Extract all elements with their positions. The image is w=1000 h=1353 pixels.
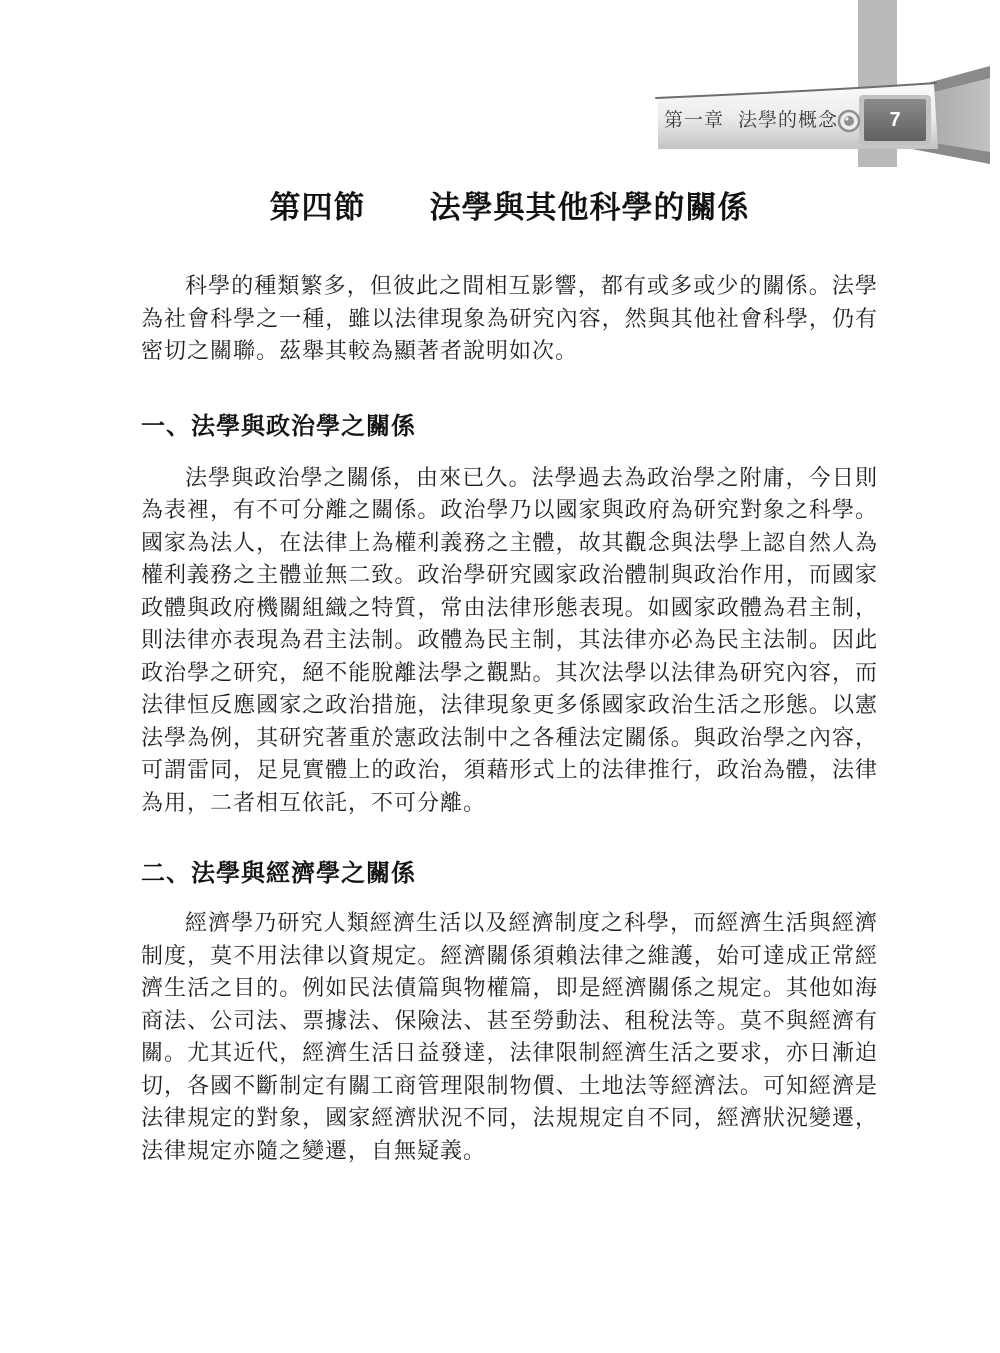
header-decoration <box>0 0 1000 200</box>
page-number: 7 <box>889 109 901 131</box>
bullseye-icon <box>839 111 859 131</box>
subsection-heading-economics: 二、法學與經濟學之關係 <box>141 860 416 887</box>
subsection-body-economics: 經濟學乃研究人類經濟生活以及經濟制度之科學，而經濟生活與經濟制度，莫不用法律以資規定。經濟關係須賴法律之維護，始可達成正常經濟生活之目的。例如民法債篇與物權篇，即是經濟關係之規定。其他如海商法、公司法、票據法、保險法、甚至勞動法、租稅法等。莫不與經濟有關。尤其近代，經濟生活日益發達，法律限制經濟生活之要求，亦日漸迫切，各國不斷制定有關工商管理限制物價、土地法等經濟法。可知經濟是法律規定的對象，國家經濟狀況不同，法規規定自不同，經濟狀況變遷，法律規定亦隨之變遷，自無疑義。 <box>141 910 878 1163</box>
subsection-body-politics: 法學與政治學之關係，由來已久。法學過去為政治學之附庸，今日則為表裡，有不可分離之關係。政治學乃以國家與政府為研究對象之科學。國家為法人，在法律上為權利義務之主體，故其觀念與法學上認自然人為權利義務之主體並無二致。政治學研究國家政治體制與政治作用，而國家政體與政府機關組織之特質，常由法律形態表現。如國家政體為君主制，則法律亦表現為君主法制。政體為民主制，其法律亦必為民主法制。因此政治學之研究，絕不能脫離法學之觀點。其次法學以法律為研究內容，而法律恒反應國家之政治措施，法律現象更多係國家政治生活之形態。以憲法學為例，其研究著重於憲政法制中之各種法定關係。與政治學之內容，可謂雷同，足見實體上的政治，須藉形式上的法律推行，政治為體，法律為用，二者相互依託，不可分離。 <box>141 464 878 815</box>
text-column <box>141 186 878 1167</box>
chapter-title: 法學的概念 <box>738 110 839 131</box>
section-title: 第四節 法學與其他科學的關係 <box>269 190 750 225</box>
chapter-header <box>664 110 838 132</box>
subsection-heading-politics: 一、法學與政治學之關係 <box>141 412 416 440</box>
chapter-label: 第一章 <box>664 110 725 131</box>
intro-paragraph: 科學的種類繁多，但彼此之間相互影響，都有或多或少的關係。法學為社會科學之一種，雖以法律現象為研究內容，然與其他社會科學，仍有密切之關聯。茲舉其較為顯著者說明如次。 <box>141 273 878 363</box>
